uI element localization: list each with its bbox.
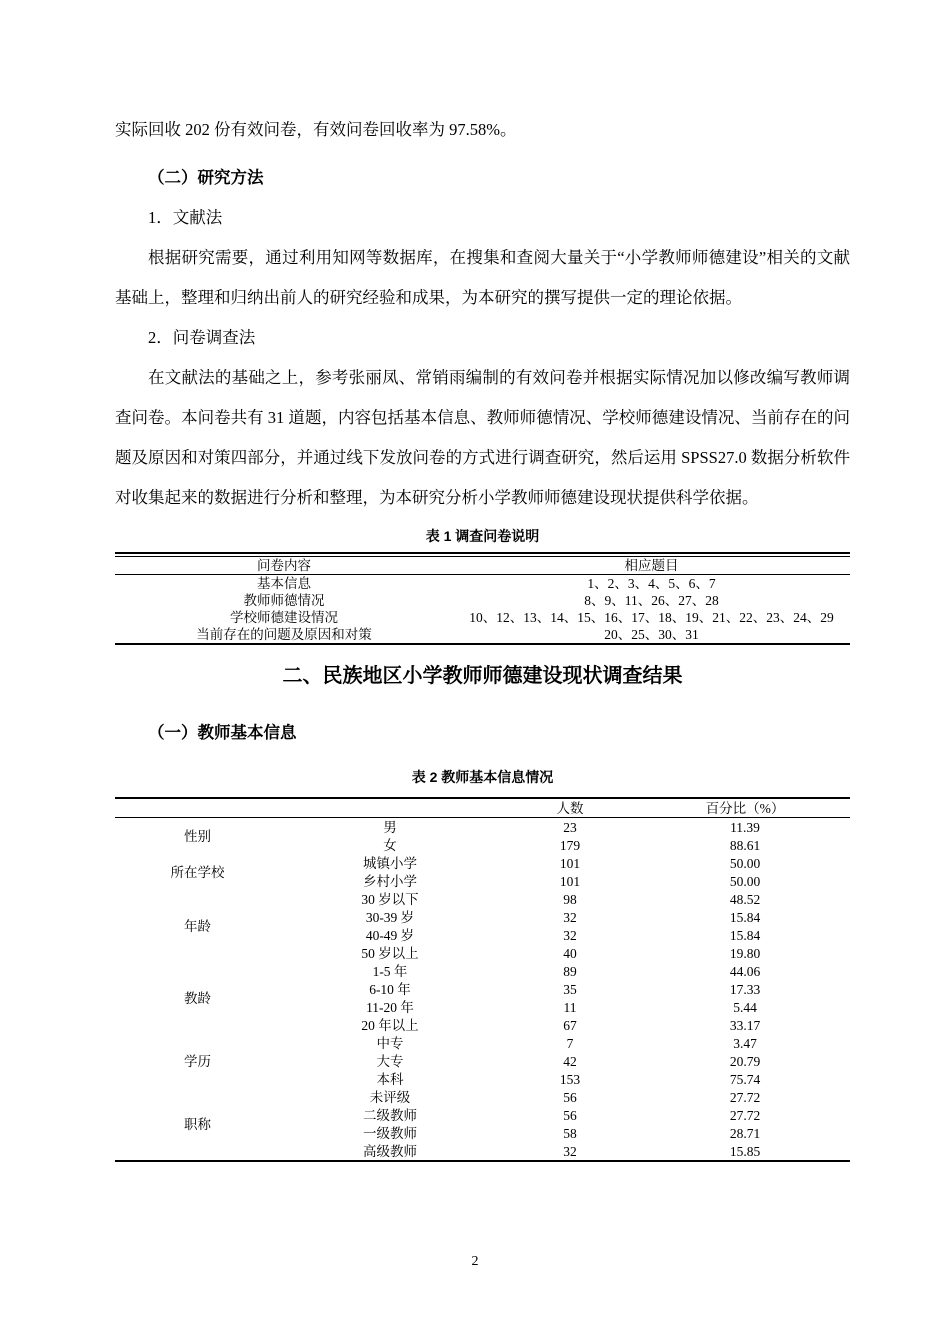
table-cell: 32 bbox=[563, 909, 577, 925]
table-cell: 56 bbox=[563, 1107, 577, 1123]
table-cell: 女 bbox=[383, 837, 397, 853]
table-cell: 20、25、30、31 bbox=[604, 626, 699, 642]
table-cell: 二级教师 bbox=[363, 1107, 417, 1123]
table2-header-empty2 bbox=[280, 798, 500, 818]
table-row bbox=[115, 890, 850, 908]
table-cell: 179 bbox=[559, 837, 581, 853]
table-cell: 35 bbox=[563, 981, 577, 997]
table-cell: 44.06 bbox=[729, 963, 761, 979]
category-cell: 职称 bbox=[184, 1116, 211, 1132]
heading-research-methods: （二）研究方法 bbox=[148, 169, 264, 187]
category-cell: 性别 bbox=[184, 828, 211, 844]
heading-teacher-basic-info: （一）教师基本信息 bbox=[148, 724, 297, 742]
table-cell: 67 bbox=[563, 1017, 577, 1033]
table-cell: 89 bbox=[563, 963, 577, 979]
table-cell: 中专 bbox=[376, 1035, 404, 1051]
table-cell: 5.44 bbox=[733, 999, 757, 1015]
table-cell: 40 bbox=[563, 945, 577, 961]
table1-questionnaire-description bbox=[115, 552, 850, 645]
category-cell: 教龄 bbox=[184, 990, 211, 1006]
paragraph-questionnaire-method: 在文献法的基础之上，参考张丽凤、常销雨编制的有效问卷并根据实际情况加以修改编写教师调查问卷。本问卷共有 31 道题，内容包括基本信息、教师师德情况、学校师德建设情况、当前存在的问题及原因和对策四部分，并通过线下发放问卷的方式进行调查研究，然后运用 SPSS27.0 数据分析软件对收集起来的数据进行分析和整理，为本研究分析小学教师师德建设现状提供科学依据。 bbox=[115, 368, 850, 507]
table-cell: 23 bbox=[563, 819, 577, 835]
table-cell: 101 bbox=[559, 855, 581, 871]
table-cell: 15.84 bbox=[729, 927, 761, 943]
table2-header-row bbox=[115, 798, 850, 818]
table-cell: 乡村小学 bbox=[363, 873, 417, 889]
table2-header-empty1 bbox=[115, 798, 280, 818]
table-cell: 教师师德情况 bbox=[243, 592, 325, 608]
table-cell: 88.61 bbox=[729, 837, 761, 853]
table-row bbox=[115, 592, 850, 609]
category-cell: 学历 bbox=[184, 1053, 211, 1069]
table-cell: 当前存在的问题及原因和对策 bbox=[196, 626, 372, 642]
table-cell: 30 岁以下 bbox=[361, 891, 419, 907]
table-cell: 基本信息 bbox=[257, 575, 312, 591]
paragraph-literature-method: 根据研究需要，通过利用知网等数据库，在搜集和查阅大量关于“小学教师师德建设”相关的文献基础上，整理和归纳出前人的研究经验和成果，为本研究的撰写提供一定的理论依据。 bbox=[115, 248, 850, 307]
table-cell: 27.72 bbox=[729, 1107, 761, 1123]
table-cell: 50 岁以上 bbox=[361, 945, 419, 961]
table-cell: 101 bbox=[559, 873, 581, 889]
table2-teacher-basic-info bbox=[115, 797, 850, 1162]
table-cell: 学校师德建设情况 bbox=[230, 609, 339, 625]
table-cell: 56 bbox=[563, 1089, 577, 1105]
table-cell: 153 bbox=[559, 1071, 581, 1087]
table-cell: 11.39 bbox=[730, 819, 760, 835]
table-cell: 20.79 bbox=[729, 1053, 761, 1069]
category-cell: 所在学校 bbox=[170, 864, 225, 880]
table-cell: 1、2、3、4、5、6、7 bbox=[587, 575, 716, 591]
table1-header-row bbox=[115, 557, 850, 575]
table-cell: 10、12、13、14、15、16、17、18、19、21、22、23、24、29 bbox=[469, 609, 834, 625]
table-row bbox=[115, 609, 850, 626]
table-cell: 33.17 bbox=[729, 1017, 761, 1033]
table-row bbox=[115, 854, 850, 872]
table-cell: 11 bbox=[563, 999, 577, 1015]
paragraph-intro: 实际回收 202 份有效问卷，有效问卷回收率为 97.58%。 bbox=[115, 120, 517, 139]
table-cell: 8、9、11、26、27、28 bbox=[584, 592, 719, 608]
table-cell: 6-10 年 bbox=[369, 981, 411, 997]
table-cell: 一级教师 bbox=[363, 1125, 417, 1141]
table-cell: 7 bbox=[566, 1035, 574, 1051]
table-cell: 58 bbox=[563, 1125, 577, 1141]
table-cell: 3.47 bbox=[733, 1035, 757, 1051]
table-cell: 32 bbox=[563, 927, 577, 943]
table2-header-percent: 百分比（%） bbox=[705, 800, 785, 816]
table-cell: 11-20 年 bbox=[366, 999, 414, 1015]
table-cell: 32 bbox=[563, 1143, 577, 1159]
table1-caption: 表 1 调查问卷说明 bbox=[425, 528, 540, 544]
table-cell: 27.72 bbox=[729, 1089, 761, 1105]
table-cell: 未评级 bbox=[369, 1089, 411, 1105]
table-cell: 48.52 bbox=[729, 891, 761, 907]
table-cell: 50.00 bbox=[729, 873, 761, 889]
page-number: 2 bbox=[471, 1254, 479, 1269]
heading-questionnaire-method: 2．问卷调查法 bbox=[148, 328, 256, 347]
table-cell: 30-39 岁 bbox=[365, 909, 415, 925]
table1-header-items: 相应题目 bbox=[624, 557, 679, 573]
table2-caption: 表 2 教师基本信息情况 bbox=[411, 769, 554, 785]
table-cell: 大专 bbox=[376, 1053, 404, 1069]
section-title-survey-results: 二、民族地区小学教师师德建设现状调查结果 bbox=[282, 665, 683, 687]
table-row bbox=[115, 575, 850, 593]
table-cell: 城镇小学 bbox=[363, 855, 417, 871]
category-cell: 年龄 bbox=[184, 918, 211, 934]
table-cell: 本科 bbox=[376, 1071, 404, 1087]
table-cell: 98 bbox=[563, 891, 577, 907]
table-cell: 20 年以上 bbox=[361, 1017, 419, 1033]
heading-literature-method: 1．文献法 bbox=[148, 208, 223, 227]
table1-header-content: 问卷内容 bbox=[257, 557, 312, 573]
table-cell: 15.84 bbox=[729, 909, 761, 925]
table-cell: 75.74 bbox=[729, 1071, 761, 1087]
table-cell: 1-5 年 bbox=[372, 963, 408, 979]
table-cell: 40-49 岁 bbox=[365, 927, 415, 943]
table-cell: 28.71 bbox=[729, 1125, 761, 1141]
table-cell: 15.85 bbox=[729, 1143, 761, 1159]
table-row bbox=[115, 626, 850, 644]
table-row bbox=[115, 1088, 850, 1106]
table2-header-count: 人数 bbox=[556, 800, 584, 816]
table-row bbox=[115, 962, 850, 980]
table-row bbox=[115, 1034, 850, 1052]
table-cell: 男 bbox=[383, 819, 397, 835]
table-row bbox=[115, 818, 850, 837]
table-cell: 高级教师 bbox=[363, 1143, 417, 1159]
table-cell: 50.00 bbox=[729, 855, 761, 871]
table-cell: 42 bbox=[563, 1053, 577, 1069]
table-cell: 19.80 bbox=[729, 945, 761, 961]
table-cell: 17.33 bbox=[729, 981, 761, 997]
